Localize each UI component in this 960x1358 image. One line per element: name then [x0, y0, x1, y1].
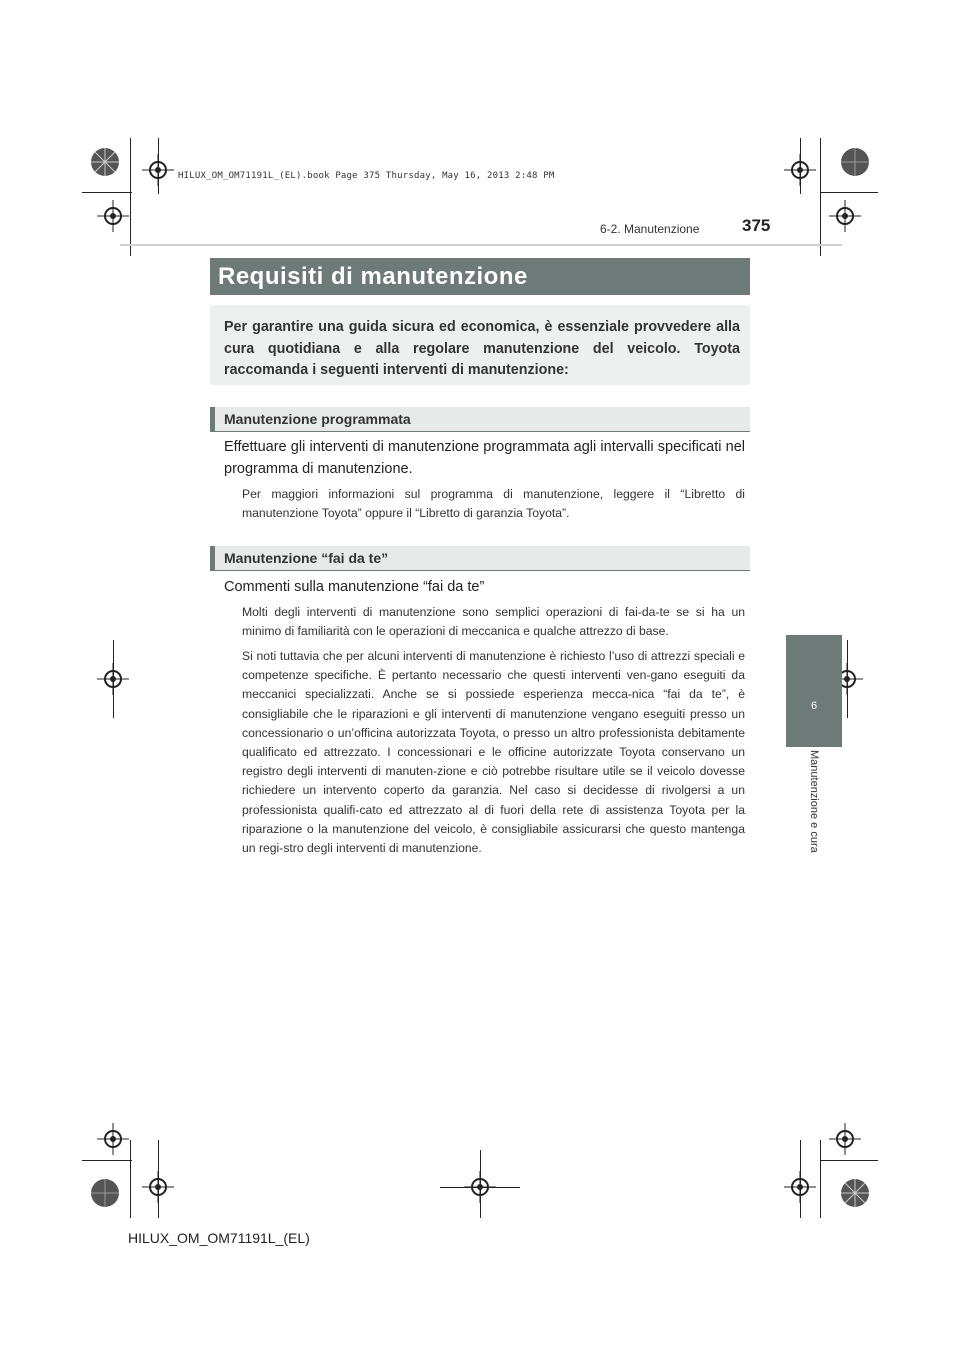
registration-mark-icon — [784, 1171, 816, 1203]
section-heading-text: Manutenzione programmata — [224, 411, 411, 427]
page-title: Requisiti di manutenzione — [218, 263, 528, 290]
chapter-tab — [786, 635, 842, 747]
section-label: 6-2. Manutenzione — [600, 222, 700, 236]
registration-mark-icon — [142, 1171, 174, 1203]
chapter-label-text: Manutenzione e cura — [808, 750, 820, 853]
registration-mark-icon — [784, 154, 816, 186]
section-heading-text: Manutenzione “fai da te” — [224, 550, 389, 566]
crop-mark — [480, 1150, 481, 1218]
chapter-label — [806, 750, 822, 880]
chapter-number: 6 — [810, 700, 818, 712]
book-info: HILUX_OM_OM71191L_(EL).book Page 375 Thursday, May 16, 2013 2:48 PM — [178, 171, 555, 181]
section-note-2a: Molti degli interventi di manutenzione sono semplici operazioni di fai-da-te se si ha un minimo di familiarità con le operazioni di meccanica e qualche attrezzo di base. — [242, 605, 745, 639]
intro-box — [210, 305, 750, 385]
heading-accent — [210, 546, 215, 570]
page-number: 375 — [742, 216, 771, 235]
starburst-wheel-icon — [90, 147, 120, 177]
page-title-bar — [210, 258, 750, 295]
starburst-wheel-icon — [90, 1178, 120, 1208]
section-body-1: Effettuare gli interventi di manutenzione programmata agli intervalli specificati nel programma di manutenzione. — [224, 439, 745, 477]
registration-mark-icon — [97, 1123, 129, 1155]
registration-mark-icon — [829, 200, 861, 232]
registration-mark-icon — [97, 200, 129, 232]
heading-accent — [210, 407, 215, 431]
intro-text: Per garantire una guida sicura ed economica, è essenziale provvedere alla cura quotidiana e alla regolare manutenzione del veicolo. Toyota raccomanda i seguenti interventi di manutenzione: — [224, 319, 740, 378]
starburst-wheel-icon — [840, 147, 870, 177]
section-note-2b: Si noti tuttavia che per alcuni interventi di manutenzione è richiesto l’uso di attrezzi speciali e competenze specifiche. È pertanto necessario che questi interventi ven-gano eseguiti da meccanici specializzati. Anche se si possiede esperienza mecca-nica “fai da te”, è consigliabile che le riparazioni e gli interventi di manutenzione vengano eseguiti presso un concessionario o un’officina autorizzata Toyota, o presso un altro professionista debitamente qualificato ed attrezzato. I concessionari e le officine autorizzate Toyota conservano un registro degli interventi di manuten-zione e ciò potrebbe risultare utile se il veicolo dovesse richiedere un intervento coperto da garanzia. Nel caso si decidesse di rivolgersi a un professionista qualifi-cato ed attrezzato al di fuori della rete di assistenza Toyota per la riparazione o la manutenzione del veicolo, è consigliabile assicurarsi che questo mantenga un regi-stro degli interventi di manutenzione. — [242, 649, 745, 856]
starburst-wheel-icon — [840, 1178, 870, 1208]
footer-code: HILUX_OM_OM71191L_(EL) — [128, 1230, 310, 1246]
header-rule — [120, 244, 842, 246]
section-note-1: Per maggiori informazioni sul programma di manutenzione, leggere il “Libretto di manutenzione Toyota” oppure il “Libretto di garanzia Toyota”. — [242, 487, 745, 521]
registration-mark-icon — [97, 663, 129, 695]
section-heading-2 — [210, 546, 750, 571]
section-body-2: Commenti sulla manutenzione “fai da te” — [224, 579, 485, 595]
section-heading-1 — [210, 407, 750, 432]
registration-mark-icon — [142, 154, 174, 186]
registration-mark-icon — [829, 1123, 861, 1155]
